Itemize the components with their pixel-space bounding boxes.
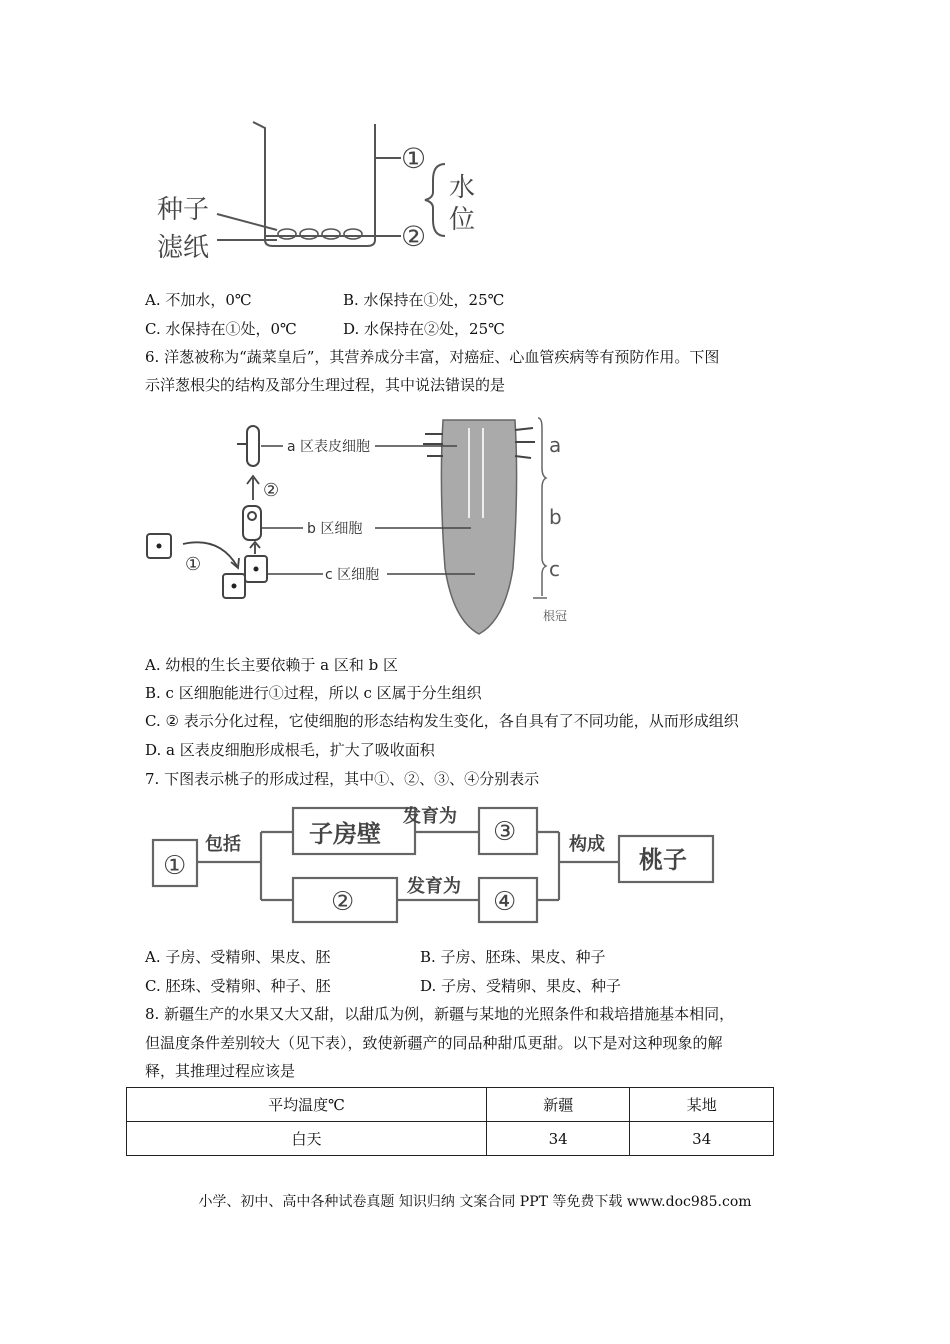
process-1-label: ① — [185, 554, 202, 575]
q8-stem-line3: 释，其推理过程应该是 — [145, 1062, 296, 1080]
q6-stem-line1: 6. 洋葱被称为“蔬菜皇后”，其营养成分丰富，对癌症、心血管疾病等有预防作用。下图 — [145, 348, 720, 366]
temperature-table — [126, 1087, 774, 1156]
q7-option-b: B. 子房、胚珠、果皮、种子 — [420, 948, 606, 966]
q5-option-d: D. 水保持在②处，25℃ — [343, 320, 505, 338]
q7-option-d: D. 子房、受精卵、果皮、种子 — [420, 977, 622, 995]
q6-option-d: D. a 区表皮细胞形成根毛，扩大了吸收面积 — [145, 741, 435, 759]
compose-label: 构成 — [569, 834, 605, 855]
q6-option-b: B. c 区细胞能进行①过程，所以 c 区属于分生组织 — [145, 684, 482, 702]
zone-c-label: c — [549, 557, 560, 581]
q6-stem-line2: 示洋葱根尖的结构及部分生理过程，其中说法错误的是 — [145, 376, 506, 394]
zone-b-label: b — [549, 505, 562, 529]
peach-formation-figure — [145, 798, 725, 928]
water-level-1-label: ① — [401, 142, 427, 175]
table-row — [127, 1122, 774, 1156]
water-label: 水 — [449, 173, 476, 203]
process-2-label: ② — [263, 480, 280, 501]
ovary-wall-label: 子房壁 — [309, 820, 381, 848]
c-cell-label: c 区细胞 — [325, 567, 380, 583]
box-3-label: ③ — [493, 817, 517, 847]
root-tip-figure — [143, 408, 583, 640]
level-label: 位 — [449, 205, 476, 235]
q5-option-b: B. 水保持在①处，25℃ — [343, 291, 505, 309]
root-cap-label: 根冠 — [543, 609, 568, 623]
seed-label: 种子 — [157, 195, 210, 225]
peach-label: 桃子 — [639, 846, 687, 874]
q7-stem: 7. 下图表示桃子的形成过程，其中①、②、③、④分别表示 — [145, 770, 540, 788]
table-header-cell: 平均温度℃ — [127, 1088, 487, 1122]
box-4-label: ④ — [493, 887, 517, 917]
q5-option-c: C. 水保持在①处，0℃ — [145, 320, 297, 338]
include-label: 包括 — [205, 834, 241, 855]
develop-label-1: 发育为 — [403, 806, 457, 827]
q7-option-a: A. 子房、受精卵、果皮、胚 — [145, 948, 331, 966]
table-cell: 34 — [486, 1122, 630, 1156]
filter-paper-label: 滤纸 — [157, 233, 210, 263]
q8-stem-line1: 8. 新疆生产的水果又大又甜，以甜瓜为例，新疆与某地的光照条件和栽培措施基本相同， — [145, 1005, 735, 1023]
table-cell: 白天 — [127, 1122, 487, 1156]
box-2-label: ② — [331, 887, 355, 917]
q6-option-c: C. ② 表示分化过程，它使细胞的形态结构发生变化，各自具有了不同功能，从而形成组织 — [145, 712, 739, 730]
water-level-2-label: ② — [401, 220, 427, 253]
table-header-cell: 某地 — [630, 1088, 774, 1122]
b-cell-label: b 区细胞 — [307, 521, 363, 537]
a-epidermal-cell-label: a 区表皮细胞 — [287, 439, 371, 455]
table-header-cell: 新疆 — [486, 1088, 630, 1122]
table-cell: 34 — [630, 1122, 774, 1156]
develop-label-2: 发育为 — [407, 876, 461, 897]
box-1-label: ① — [163, 851, 187, 881]
seed-germination-figure — [145, 110, 485, 270]
q7-option-c: C. 胚珠、受精卵、种子、胚 — [145, 977, 331, 995]
q5-option-a: A. 不加水，0℃ — [145, 291, 252, 309]
q6-option-a: A. 幼根的生长主要依赖于 a 区和 b 区 — [145, 656, 398, 674]
page-footer: 小学、初中、高中各种试卷真题 知识归纳 文案合同 PPT 等免费下载 www.doc985.com — [198, 1194, 752, 1210]
q8-stem-line2: 但温度条件差别较大（见下表），致使新疆产的同品种甜瓜更甜。以下是对这种现象的解 — [145, 1034, 723, 1052]
table-header-row — [127, 1088, 774, 1122]
zone-a-label: a — [549, 433, 562, 457]
